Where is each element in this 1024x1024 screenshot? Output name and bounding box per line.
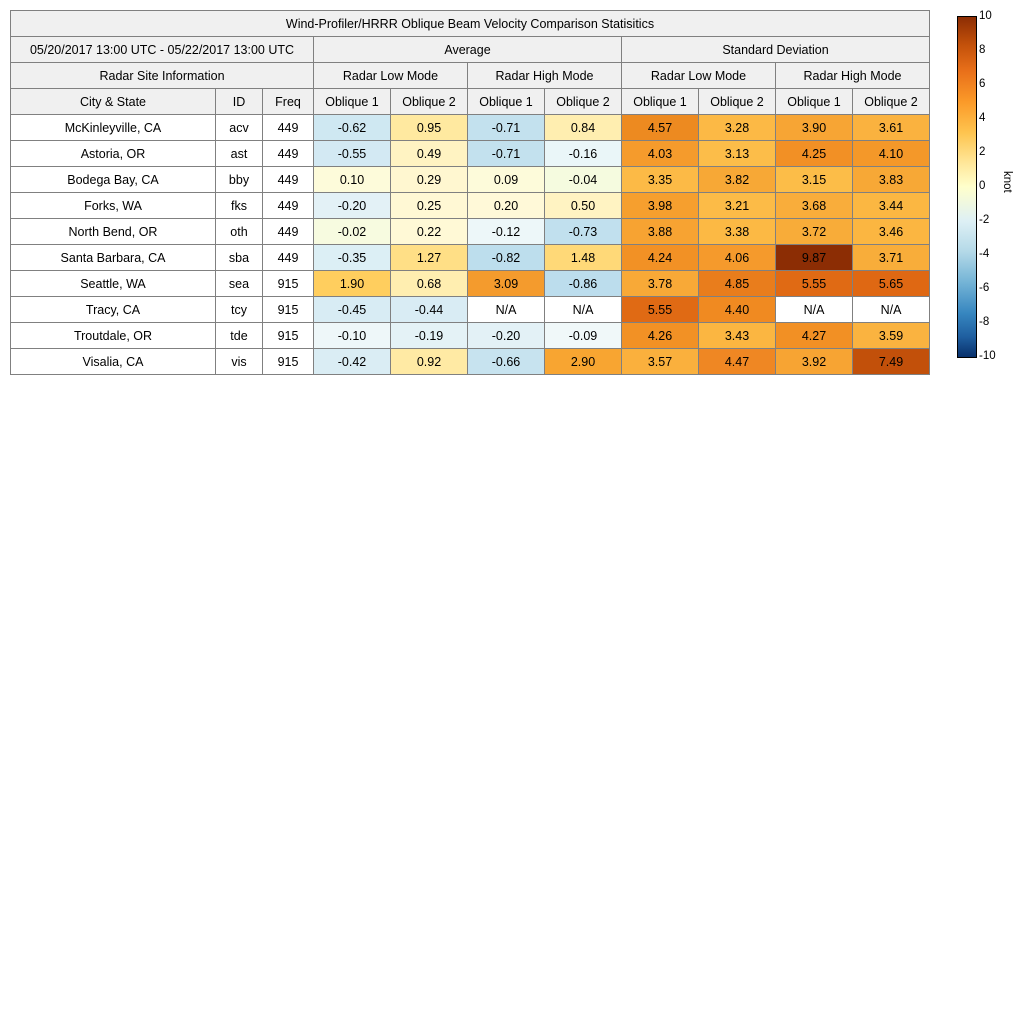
cell-city: Visalia, CA [11, 349, 216, 375]
cell-freq: 449 [263, 141, 314, 167]
cell-freq: 449 [263, 193, 314, 219]
mode-header-avg-low: Radar Low Mode [314, 63, 468, 89]
cell-value: 4.24 [622, 245, 699, 271]
cell-value: 0.22 [391, 219, 468, 245]
cell-value: 3.43 [699, 323, 776, 349]
column-header-avg-low-ob2: Oblique 2 [391, 89, 468, 115]
group-header-site-info: Radar Site Information [11, 63, 314, 89]
table-body [11, 115, 930, 375]
cell-freq: 915 [263, 349, 314, 375]
cell-freq: 915 [263, 323, 314, 349]
cell-value: -0.45 [314, 297, 391, 323]
cell-value: N/A [545, 297, 622, 323]
cell-value: 3.83 [853, 167, 930, 193]
cell-freq: 915 [263, 297, 314, 323]
cell-value: -0.20 [468, 323, 545, 349]
cell-value: 4.25 [776, 141, 853, 167]
cell-freq: 449 [263, 167, 314, 193]
cell-value: -0.71 [468, 115, 545, 141]
cell-value: 3.68 [776, 193, 853, 219]
cell-value: 1.90 [314, 271, 391, 297]
colorbar [957, 10, 1017, 364]
cell-value: 0.92 [391, 349, 468, 375]
cell-value: 0.49 [391, 141, 468, 167]
cell-value: 4.03 [622, 141, 699, 167]
cell-city: North Bend, OR [11, 219, 216, 245]
colorbar-label: knot [1001, 171, 1013, 193]
cell-value: 0.50 [545, 193, 622, 219]
cell-value: -0.71 [468, 141, 545, 167]
cell-value: 0.84 [545, 115, 622, 141]
cell-value: -0.19 [391, 323, 468, 349]
cell-value: -0.02 [314, 219, 391, 245]
cell-value: -0.73 [545, 219, 622, 245]
cell-id: sba [216, 245, 263, 271]
cell-value: 3.21 [699, 193, 776, 219]
colorbar-tick-label: -4 [979, 248, 990, 260]
cell-value: -0.35 [314, 245, 391, 271]
cell-value: 3.98 [622, 193, 699, 219]
cell-value: 9.87 [776, 245, 853, 271]
cell-value: 3.57 [622, 349, 699, 375]
cell-value: 3.71 [853, 245, 930, 271]
cell-value: 4.27 [776, 323, 853, 349]
cell-value: -0.44 [391, 297, 468, 323]
table-row [11, 219, 930, 245]
cell-value: 3.15 [776, 167, 853, 193]
cell-value: 3.88 [622, 219, 699, 245]
cell-value: -0.04 [545, 167, 622, 193]
cell-id: fks [216, 193, 263, 219]
colorbar-tick-label: 6 [979, 78, 986, 90]
cell-value: 3.38 [699, 219, 776, 245]
colorbar-tick-label: -6 [979, 282, 990, 294]
table-mode-header-row [11, 63, 930, 89]
cell-value: -0.62 [314, 115, 391, 141]
table-group-header-row [11, 37, 930, 63]
cell-id: bby [216, 167, 263, 193]
colorbar-tick-label: -10 [979, 350, 996, 362]
cell-value: -0.66 [468, 349, 545, 375]
cell-city: Santa Barbara, CA [11, 245, 216, 271]
cell-id: ast [216, 141, 263, 167]
cell-id: sea [216, 271, 263, 297]
cell-value: 5.55 [622, 297, 699, 323]
cell-value: 4.85 [699, 271, 776, 297]
column-header-id: ID [216, 89, 263, 115]
table-row [11, 141, 930, 167]
colorbar-tick-label: -2 [979, 214, 990, 226]
cell-value: -0.20 [314, 193, 391, 219]
cell-value: 5.55 [776, 271, 853, 297]
cell-value: -0.09 [545, 323, 622, 349]
column-header-sd-high-ob1: Oblique 1 [776, 89, 853, 115]
cell-value: -0.10 [314, 323, 391, 349]
cell-value: 4.57 [622, 115, 699, 141]
cell-id: tcy [216, 297, 263, 323]
table-row [11, 271, 930, 297]
cell-freq: 915 [263, 271, 314, 297]
column-header-sd-high-ob2: Oblique 2 [853, 89, 930, 115]
cell-value: 1.48 [545, 245, 622, 271]
column-header-city: City & State [11, 89, 216, 115]
cell-value: 3.90 [776, 115, 853, 141]
cell-value: 4.40 [699, 297, 776, 323]
cell-city: Bodega Bay, CA [11, 167, 216, 193]
cell-value: 3.44 [853, 193, 930, 219]
cell-value: 4.06 [699, 245, 776, 271]
cell-value: 0.09 [468, 167, 545, 193]
cell-value: -0.42 [314, 349, 391, 375]
cell-value: 3.78 [622, 271, 699, 297]
mode-header-sd-high: Radar High Mode [776, 63, 930, 89]
cell-freq: 449 [263, 245, 314, 271]
table-row [11, 245, 930, 271]
column-header-freq: Freq [263, 89, 314, 115]
cell-value: 0.68 [391, 271, 468, 297]
cell-city: Seattle, WA [11, 271, 216, 297]
cell-value: -0.12 [468, 219, 545, 245]
cell-value: -0.86 [545, 271, 622, 297]
cell-value: 3.46 [853, 219, 930, 245]
mode-header-avg-high: Radar High Mode [468, 63, 622, 89]
cell-value: 3.82 [699, 167, 776, 193]
cell-city: Astoria, OR [11, 141, 216, 167]
table-row [11, 323, 930, 349]
cell-value: 0.95 [391, 115, 468, 141]
column-header-avg-high-ob1: Oblique 1 [468, 89, 545, 115]
cell-id: oth [216, 219, 263, 245]
cell-value: 4.26 [622, 323, 699, 349]
mode-header-sd-low: Radar Low Mode [622, 63, 776, 89]
cell-freq: 449 [263, 219, 314, 245]
page-title: Wind-Profiler/HRRR Oblique Beam Velocity Comparison Statisitics [11, 11, 930, 37]
colorbar-tick-label: -8 [979, 316, 990, 328]
cell-value: N/A [468, 297, 545, 323]
cell-value: 3.09 [468, 271, 545, 297]
cell-value: 3.59 [853, 323, 930, 349]
cell-freq: 449 [263, 115, 314, 141]
period-cell: 05/20/2017 13:00 UTC - 05/22/2017 13:00 UTC [11, 37, 314, 63]
group-header-stddev: Standard Deviation [622, 37, 930, 63]
cell-value: -0.82 [468, 245, 545, 271]
cell-value: 3.61 [853, 115, 930, 141]
cell-value: 2.90 [545, 349, 622, 375]
table-row [11, 115, 930, 141]
cell-value: -0.16 [545, 141, 622, 167]
table-row [11, 193, 930, 219]
table-row [11, 167, 930, 193]
cell-value: 3.35 [622, 167, 699, 193]
cell-id: acv [216, 115, 263, 141]
cell-value: 7.49 [853, 349, 930, 375]
colorbar-tick-label: 0 [979, 180, 986, 192]
cell-value: 0.20 [468, 193, 545, 219]
cell-value: 3.92 [776, 349, 853, 375]
colorbar-tick-label: 10 [979, 10, 992, 22]
cell-value: -0.55 [314, 141, 391, 167]
table-row [11, 349, 930, 375]
cell-value: 0.10 [314, 167, 391, 193]
cell-value: 1.27 [391, 245, 468, 271]
cell-value: 0.29 [391, 167, 468, 193]
statistics-table [10, 10, 930, 375]
cell-id: tde [216, 323, 263, 349]
cell-value: 4.47 [699, 349, 776, 375]
cell-value: N/A [853, 297, 930, 323]
column-header-sd-low-ob1: Oblique 1 [622, 89, 699, 115]
cell-value: 3.72 [776, 219, 853, 245]
cell-city: Troutdale, OR [11, 323, 216, 349]
colorbar-tick-label: 4 [979, 112, 986, 124]
column-header-sd-low-ob2: Oblique 2 [699, 89, 776, 115]
group-header-average: Average [314, 37, 622, 63]
cell-value: 4.10 [853, 141, 930, 167]
table-column-header-row [11, 89, 930, 115]
colorbar-gradient [957, 16, 977, 358]
cell-city: Tracy, CA [11, 297, 216, 323]
cell-value: N/A [776, 297, 853, 323]
cell-value: 0.25 [391, 193, 468, 219]
table-row [11, 297, 930, 323]
cell-value: 5.65 [853, 271, 930, 297]
colorbar-tick-label: 2 [979, 146, 986, 158]
cell-value: 3.13 [699, 141, 776, 167]
column-header-avg-low-ob1: Oblique 1 [314, 89, 391, 115]
cell-id: vis [216, 349, 263, 375]
cell-city: McKinleyville, CA [11, 115, 216, 141]
colorbar-tick-label: 8 [979, 44, 986, 56]
cell-value: 3.28 [699, 115, 776, 141]
table-title-row [11, 11, 930, 37]
column-header-avg-high-ob2: Oblique 2 [545, 89, 622, 115]
cell-city: Forks, WA [11, 193, 216, 219]
